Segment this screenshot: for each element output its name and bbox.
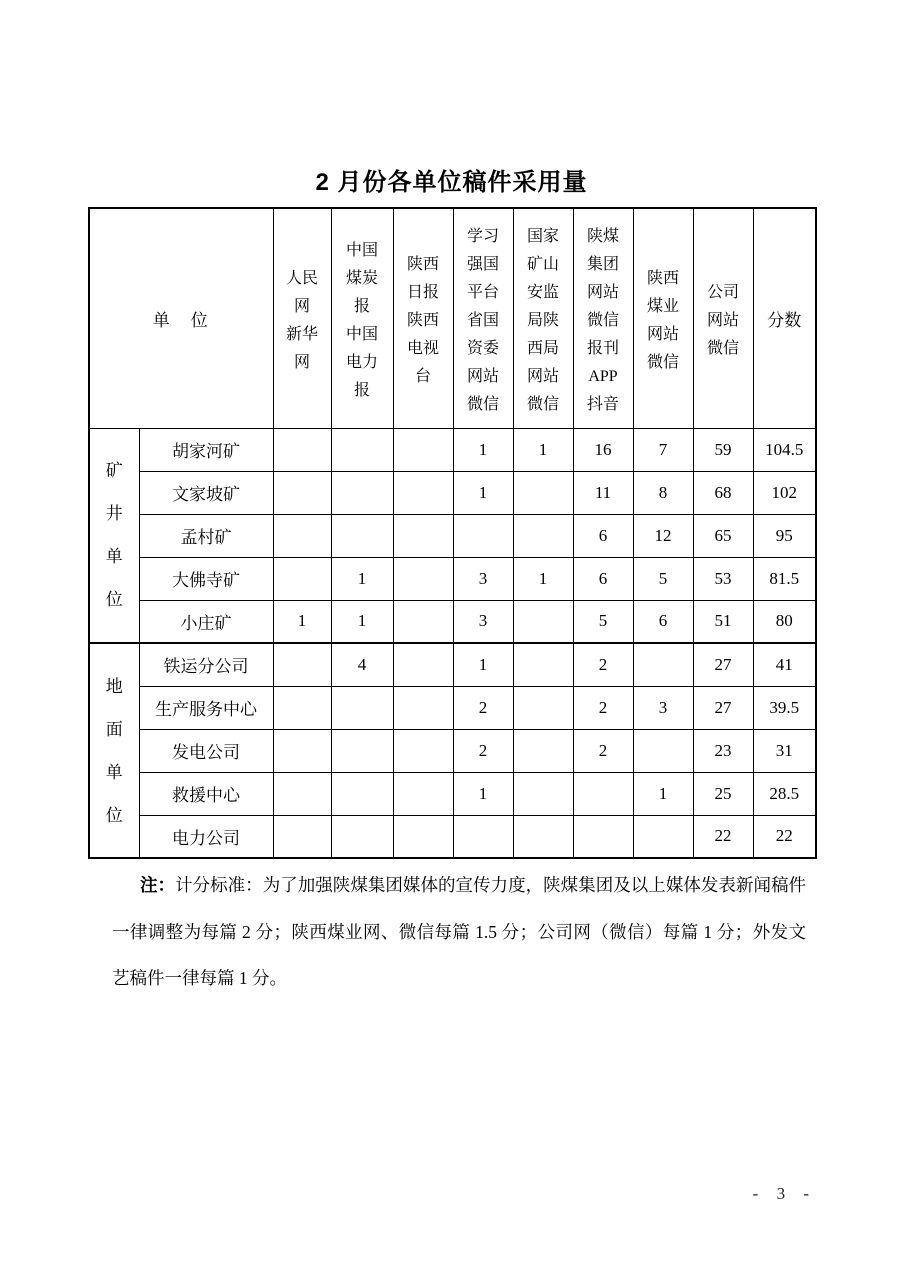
count-cell: 1: [513, 428, 573, 471]
media-name: 国家矿山安监局陕西局网站微信: [526, 228, 559, 414]
count-cell: [393, 600, 453, 643]
table-row: [89, 729, 816, 772]
count-cell: [573, 815, 633, 858]
count-cell: 1: [453, 428, 513, 471]
score-cell: 104.5: [753, 428, 816, 471]
count-cell: 1: [453, 772, 513, 815]
count-cell: 2: [453, 729, 513, 772]
table-row: [89, 514, 816, 557]
count-cell: 1: [273, 600, 331, 643]
unit-name-cell: 胡家河矿: [139, 428, 273, 471]
media-name: 陕西电视台: [406, 312, 439, 386]
count-cell: [513, 686, 573, 729]
count-cell: [513, 729, 573, 772]
count-cell: [453, 815, 513, 858]
note-label: 注：: [140, 875, 176, 895]
count-cell: [273, 643, 331, 686]
table-row: [89, 643, 816, 686]
media-name: 陕煤集团网站微信报刊APP抖音: [586, 228, 619, 414]
count-cell: [331, 471, 393, 514]
unit-name-cell: 小庄矿: [139, 600, 273, 643]
count-cell: 1: [453, 471, 513, 514]
column-header-unit: 单 位: [89, 208, 273, 428]
count-cell: 16: [573, 428, 633, 471]
count-cell: 3: [453, 600, 513, 643]
score-cell: 80: [753, 600, 816, 643]
media-name: 学习强国平台: [466, 228, 499, 302]
table-row: [89, 557, 816, 600]
column-header-media-5: [573, 208, 633, 428]
count-cell: 25: [693, 772, 753, 815]
count-cell: [331, 772, 393, 815]
column-header-media-1: [331, 208, 393, 428]
media-name: 公司网站微信: [706, 284, 739, 358]
score-cell: 81.5: [753, 557, 816, 600]
count-cell: 22: [693, 815, 753, 858]
scoring-note: [112, 862, 806, 1002]
count-cell: [331, 514, 393, 557]
count-cell: 59: [693, 428, 753, 471]
count-cell: 68: [693, 471, 753, 514]
table-row: [89, 772, 816, 815]
unit-name-cell: 大佛寺矿: [139, 557, 273, 600]
table-header-row: [89, 208, 816, 428]
score-cell: 31: [753, 729, 816, 772]
count-cell: [513, 643, 573, 686]
count-cell: [331, 729, 393, 772]
count-cell: 8: [633, 471, 693, 514]
score-cell: 22: [753, 815, 816, 858]
count-cell: [273, 557, 331, 600]
count-cell: [331, 428, 393, 471]
column-header-media-6: [633, 208, 693, 428]
count-cell: [513, 772, 573, 815]
count-cell: [453, 514, 513, 557]
score-cell: 28.5: [753, 772, 816, 815]
table-row: [89, 471, 816, 514]
count-cell: [331, 686, 393, 729]
count-cell: 6: [573, 557, 633, 600]
count-cell: [633, 643, 693, 686]
count-cell: [273, 815, 331, 858]
count-cell: 53: [693, 557, 753, 600]
count-cell: [273, 514, 331, 557]
count-cell: [393, 428, 453, 471]
count-cell: 2: [453, 686, 513, 729]
count-cell: 4: [331, 643, 393, 686]
count-cell: [513, 815, 573, 858]
score-cell: 102: [753, 471, 816, 514]
unit-name-cell: 生产服务中心: [139, 686, 273, 729]
score-cell: 41: [753, 643, 816, 686]
media-name: 省国资委网站微信: [466, 312, 499, 414]
count-cell: 65: [693, 514, 753, 557]
count-cell: 27: [693, 643, 753, 686]
count-cell: [513, 471, 573, 514]
media-name: 中国电力报: [345, 326, 378, 400]
count-cell: 2: [573, 729, 633, 772]
count-cell: 2: [573, 643, 633, 686]
count-cell: [273, 772, 331, 815]
count-cell: 1: [453, 643, 513, 686]
count-cell: [273, 428, 331, 471]
table-row: [89, 686, 816, 729]
media-name: 陕西日报: [406, 256, 439, 302]
score-cell: 39.5: [753, 686, 816, 729]
count-cell: 7: [633, 428, 693, 471]
count-cell: [393, 557, 453, 600]
count-cell: [393, 772, 453, 815]
column-header-media-0: [273, 208, 331, 428]
count-cell: 27: [693, 686, 753, 729]
media-name: 新华网: [285, 326, 318, 372]
count-cell: [633, 815, 693, 858]
table-row: [89, 428, 816, 471]
count-cell: [633, 729, 693, 772]
count-cell: [393, 815, 453, 858]
count-cell: [573, 772, 633, 815]
count-cell: [273, 686, 331, 729]
count-cell: 11: [573, 471, 633, 514]
unit-name-cell: 孟村矿: [139, 514, 273, 557]
count-cell: 1: [633, 772, 693, 815]
score-cell: 95: [753, 514, 816, 557]
submission-count-table: [88, 207, 817, 859]
count-cell: [513, 514, 573, 557]
count-cell: 5: [573, 600, 633, 643]
count-cell: [273, 729, 331, 772]
count-cell: 51: [693, 600, 753, 643]
table-row: [89, 600, 816, 643]
count-cell: 1: [331, 600, 393, 643]
column-header-media-3: [453, 208, 513, 428]
count-cell: 6: [633, 600, 693, 643]
media-name: 人民网: [285, 270, 318, 316]
unit-name-cell: 铁运分公司: [139, 643, 273, 686]
unit-name-cell: 救援中心: [139, 772, 273, 815]
count-cell: [393, 643, 453, 686]
group-label: 矿 井 单 位: [89, 428, 139, 643]
note-text: 计分标准：为了加强陕煤集团媒体的宣传力度，陕煤集团及以上媒体发表新闻稿件一律调整为每篇 2 分；陕西煤业网、微信每篇 1.5 分；公司网（微信）每篇 1 分；外发文艺稿件一律每篇 1 分。: [112, 875, 807, 988]
table-row: [89, 815, 816, 858]
count-cell: [393, 729, 453, 772]
count-cell: 6: [573, 514, 633, 557]
count-cell: 1: [513, 557, 573, 600]
count-cell: [513, 600, 573, 643]
column-header-score: 分数: [753, 208, 816, 428]
count-cell: 2: [573, 686, 633, 729]
unit-name-cell: 文家坡矿: [139, 471, 273, 514]
group-label: 地 面 单 位: [89, 643, 139, 858]
count-cell: 3: [633, 686, 693, 729]
count-cell: [273, 471, 331, 514]
count-cell: 5: [633, 557, 693, 600]
column-header-media-7: [693, 208, 753, 428]
count-cell: [393, 686, 453, 729]
column-header-media-4: [513, 208, 573, 428]
page-title: 2 月份各单位稿件采用量: [315, 169, 588, 196]
column-header-media-2: [393, 208, 453, 428]
unit-name-cell: 电力公司: [139, 815, 273, 858]
count-cell: [331, 815, 393, 858]
media-name: 陕西煤业网站微信: [646, 270, 679, 372]
count-cell: 12: [633, 514, 693, 557]
count-cell: 1: [331, 557, 393, 600]
page-number: - 3 -: [752, 1184, 812, 1203]
unit-name-cell: 发电公司: [139, 729, 273, 772]
media-name: 中国煤炭报: [345, 242, 378, 316]
count-cell: [393, 471, 453, 514]
count-cell: 23: [693, 729, 753, 772]
count-cell: 3: [453, 557, 513, 600]
count-cell: [393, 514, 453, 557]
